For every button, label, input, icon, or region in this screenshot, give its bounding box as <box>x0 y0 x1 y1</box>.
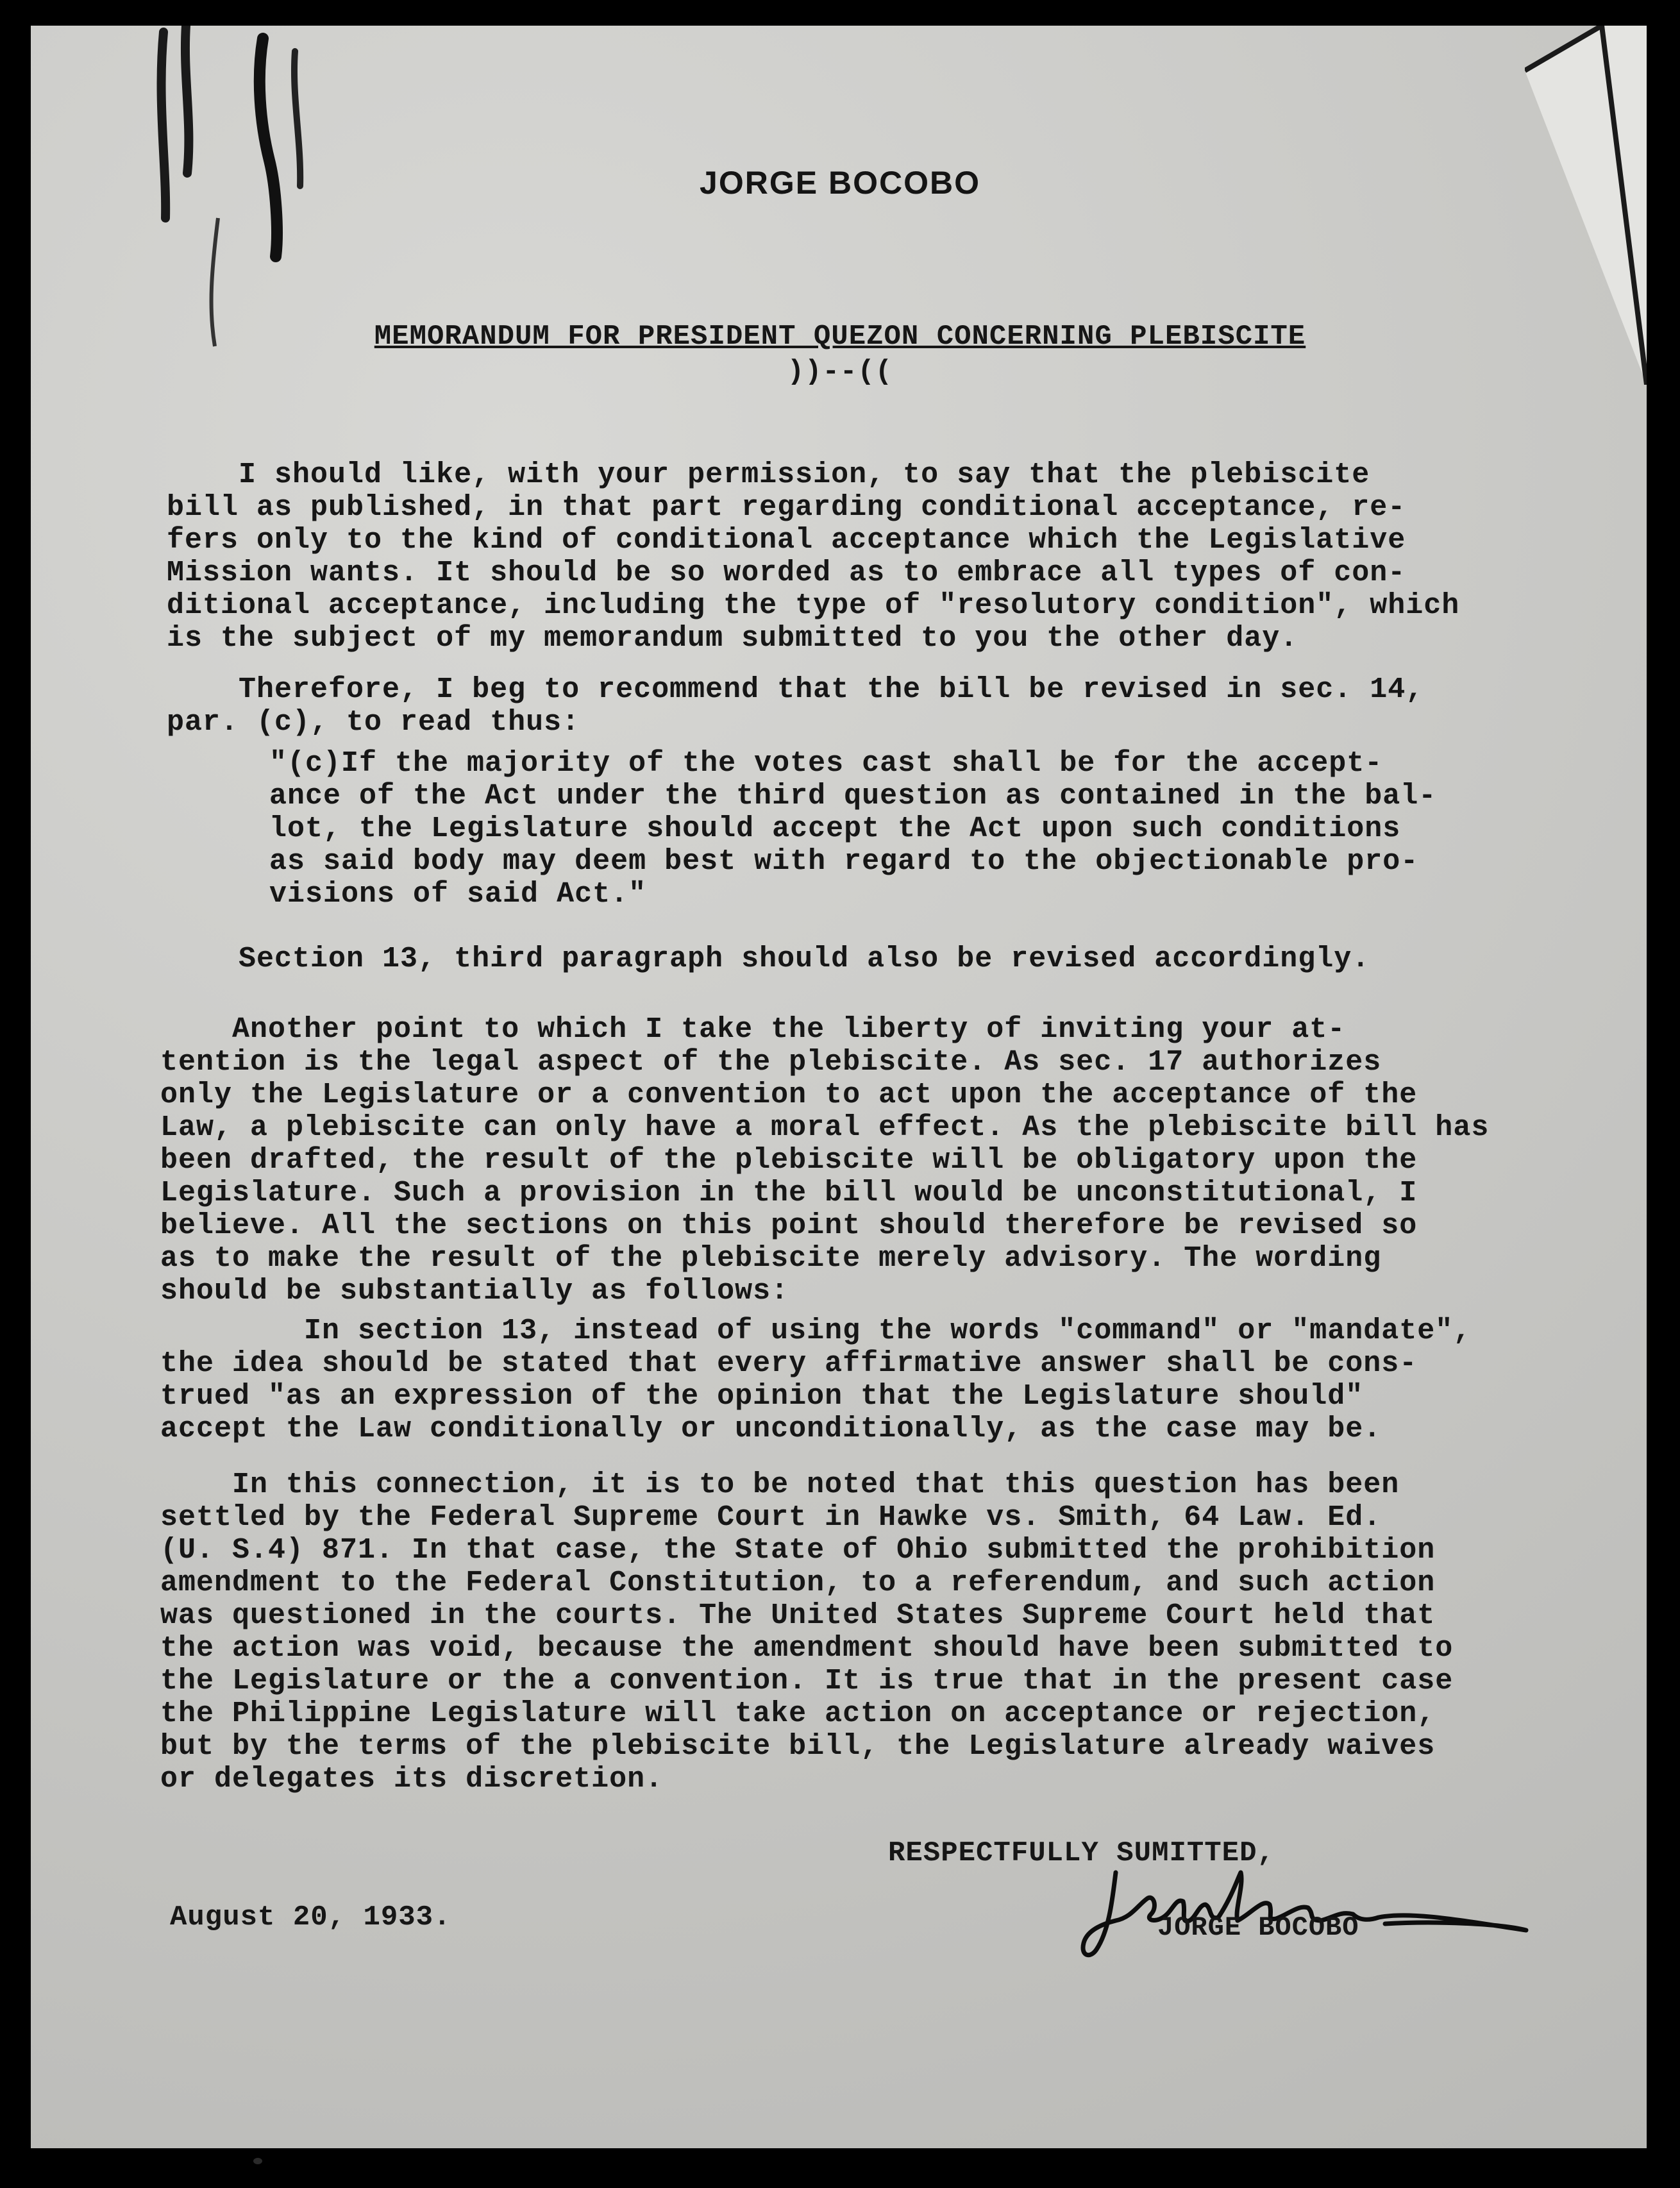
quoted-revision-text: "(c)If the majority of the votes cast shall be for the accept- ance of the Act under the third question as contained in the bal- lot, the Legislature should accept the Act upon such conditions as said body may deem best with regard to the objectionable pro- visions of said Act." <box>269 747 1437 911</box>
paragraph-legal-aspect: Another point to which I take the liberty of inviting your at- tention is the legal aspect of the plebiscite. As sec. 17 authorizes only the Legislature or a convention to act upon the acceptance of the Law, a plebiscite can only have a moral effect. As the plebiscite bill has been drafted, the result of the plebiscite will be obligatory upon the Legislature. Such a provision in the bill would be unconstitutional, I believe. All the sections on this point should therefore be revised so as to make the result of the plebiscite merely advisory. The wording should be substantially as follows: <box>160 1013 1490 1308</box>
memo-date: August 20, 1933. <box>170 1901 451 1933</box>
paragraph-hawke-vs-smith: In this connection, it is to be noted that this question has been settled by the Federal Supreme Court in Hawke vs. Smith, 64 Law. Ed. (U. S.4) 871. In that case, the State of Ohio submitted the prohibition amendment to the Federal Constitution, to a referendum, and such action was questioned in the courts. The United States Supreme Court held that the action was void, because the amendment should have been submitted to the Legislature or the a convention. It is true that in the present case the Philippine Legislature will take action on acceptance or rejection, but by the terms of the plebiscite bill, the Legislature already waives or delegates its discretion. <box>160 1468 1454 1796</box>
ink-speck <box>253 2158 262 2164</box>
signer-name: JORGE BOCOBO <box>1157 1912 1359 1943</box>
closing-salutation: RESPECTFULLY SUMITTED, <box>888 1837 1275 1869</box>
paragraph-section-13-wording: In section 13, instead of using the words "command" or "mandate", the idea should be stated that every affirmative answer shall be cons- trued "as an expression of the opinion that the Legislature should" accept the Law conditionally or unconditionally, as the case may be. <box>160 1315 1472 1445</box>
paragraph-recommendation: Therefore, I beg to recommend that the bill be revised in sec. 14, par. (c), to read thus: <box>167 673 1424 739</box>
memo-title: MEMORANDUM FOR PRESIDENT QUEZON CONCERNING PLEBISCITE <box>374 321 1306 353</box>
paragraph-section-13: Section 13, third paragraph should also be revised accordingly. <box>167 943 1370 975</box>
letterhead-name: JORGE BOCOBO <box>700 165 980 201</box>
paragraph-conditional-acceptance: I should like, with your permission, to say that the plebiscite bill as published, in that part regarding conditional acceptance, re- fers only to the kind of conditional acceptance which the Legislative Mission wants. It should be so worded as to embrace all types of con- ditional acceptance, including the type of "resolutory condition", which is the subject of my memorandum submitted to you the other day. <box>167 459 1460 655</box>
memo-title-separator: ))--(( <box>787 356 893 388</box>
